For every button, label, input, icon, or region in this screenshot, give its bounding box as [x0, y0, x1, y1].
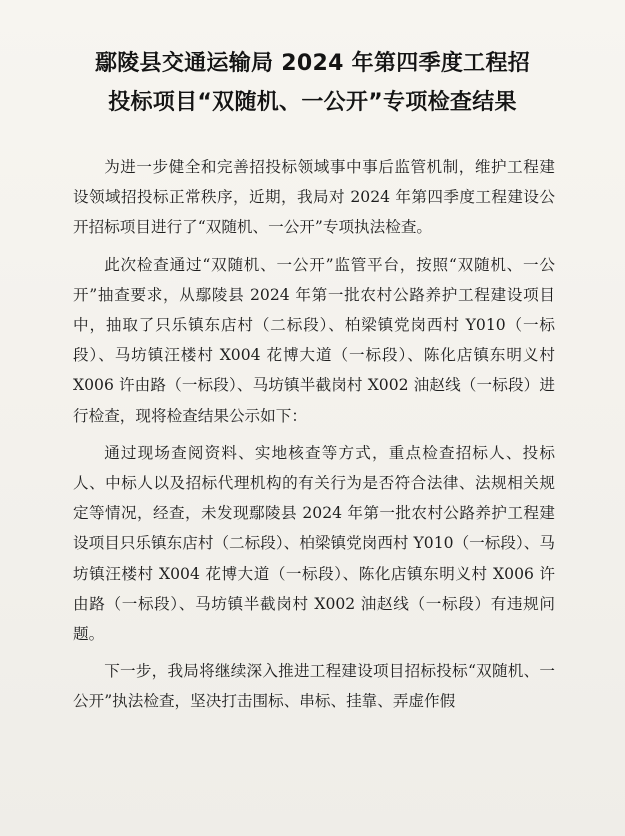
- document-body: [73, 152, 555, 724]
- body-paragraph-1: 为进一步健全和完善招投标领域事中事后监管机制，维护工程建设领域招投标正常秩序，近期，我局对 2024 年第四季度工程建设公开招标项目进行了“双随机、一公开”专项执法检查。: [73, 158, 555, 237]
- body-paragraph-2: 此次检查通过“双随机、一公开”监管平台，按照“双随机、一公开”抽查要求，从鄢陵县 2024 年第一批农村公路养护工程建设项目中，抽取了只乐镇东店村（二标段）、柏梁镇党岗西村 Y010（一标段）、马坊镇汪楼村 X004 花博大道（一标段）、陈化店镇东明义村 X006 许由路（一标段）、马坊镇半截岗村 X002 油赵线（一标段）进行检查，现将检查结果公示如下：: [73, 255, 555, 425]
- body-paragraph-4: 下一步，我局将继续深入推进工程建设项目招标投标“双随机、一公开”执法检查，坚决打击围标、串标、挂靠、弄虚作假: [73, 662, 555, 711]
- document-title-line-2: 投标项目“双随机、一公开”专项检查结果: [108, 90, 517, 115]
- document-title-line-1: 鄢陵县交通运输局 2024 年第四季度工程招: [94, 51, 531, 76]
- body-paragraph-3: 通过现场查阅资料、实地核查等方式，重点检查招标人、投标人、中标人以及招标代理机构的有关行为是否符合法律、法规相关规定等情况，经查，未发现鄢陵县 2024 年第一批农村公路养护工程建设项目只乐镇东店村（二标段）、柏梁镇党岗西村 Y010（一标段）、马坊镇汪楼村 X004 花博大道（一标段）、陈化店镇东明义村 X006 许由路（一标段）、马坊镇半截岗村 X002 油赵线（一标段）有违规问题。: [73, 443, 555, 644]
